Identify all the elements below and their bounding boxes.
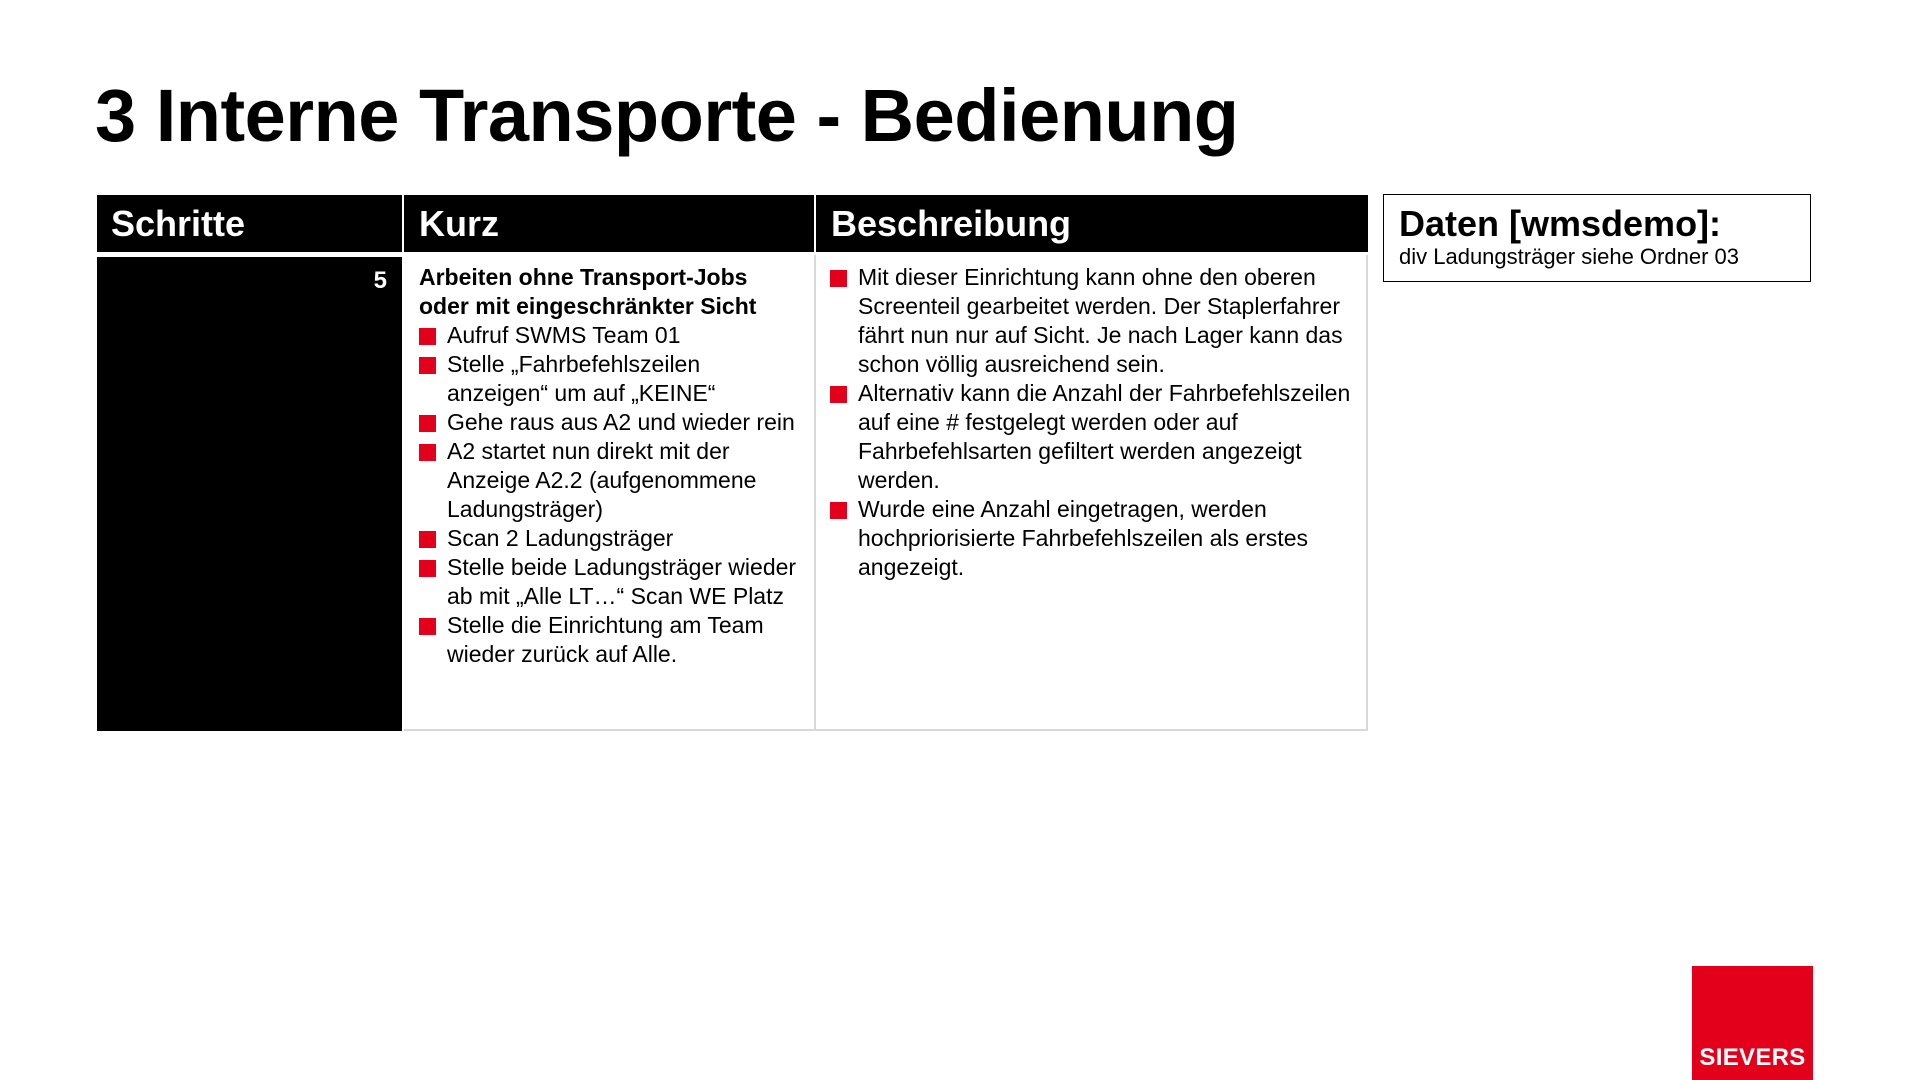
beschreibung-list: [830, 263, 1356, 582]
list-item: Gehe raus aus A2 und wieder rein: [419, 408, 802, 437]
header-schritte: Schritte: [97, 195, 402, 252]
daten-box: [1383, 194, 1811, 282]
list-item: Alternativ kann die Anzahl der Fahrbefehlszeilen auf eine # festgelegt werden oder auf Fahrbefehlsarten gefiltert werden angezeigt werden.: [830, 379, 1356, 495]
list-item: Stelle „Fahrbefehlszeilen anzeigen“ um auf „KEINE“: [419, 350, 802, 408]
page-title: 3 Interne Transporte - Bedienung: [95, 74, 1239, 157]
header-kurz: Kurz: [404, 195, 814, 252]
steps-table: [97, 195, 1368, 731]
logo-text: SIEVERS: [1699, 1044, 1806, 1071]
beschreibung-cell: [814, 255, 1368, 731]
header-beschreibung: Beschreibung: [816, 195, 1368, 252]
list-item: Stelle die Einrichtung am Team wieder zurück auf Alle.: [419, 611, 802, 669]
list-item: Mit dieser Einrichtung kann ohne den oberen Screenteil gearbeitet werden. Der Staplerfahrer fährt nun nur auf Sicht. Je nach Lager kann das schon völlig ausreichend sein.: [830, 263, 1356, 379]
list-item: Stelle beide Ladungsträger wieder ab mit „Alle LT…“ Scan WE Platz: [419, 553, 802, 611]
kurz-list: [419, 321, 802, 669]
step-number: 5: [373, 267, 387, 294]
daten-text: div Ladungsträger siehe Ordner 03: [1399, 244, 1739, 269]
kurz-cell: [404, 255, 814, 731]
kurz-title: Arbeiten ohne Transport-Jobs oder mit eingeschränkter Sicht: [419, 264, 757, 319]
list-item: Wurde eine Anzahl eingetragen, werden hochpriorisierte Fahrbefehlszeilen als erstes angezeigt.: [830, 495, 1356, 582]
sievers-logo: [1692, 966, 1813, 1080]
daten-title: Daten [wmsdemo]:: [1399, 203, 1722, 244]
step-cell: [97, 257, 402, 731]
list-item: Scan 2 Ladungsträger: [419, 524, 802, 553]
list-item: A2 startet nun direkt mit der Anzeige A2.2 (aufgenommene Ladungsträger): [419, 437, 802, 524]
list-item: Aufruf SWMS Team 01: [419, 321, 802, 350]
